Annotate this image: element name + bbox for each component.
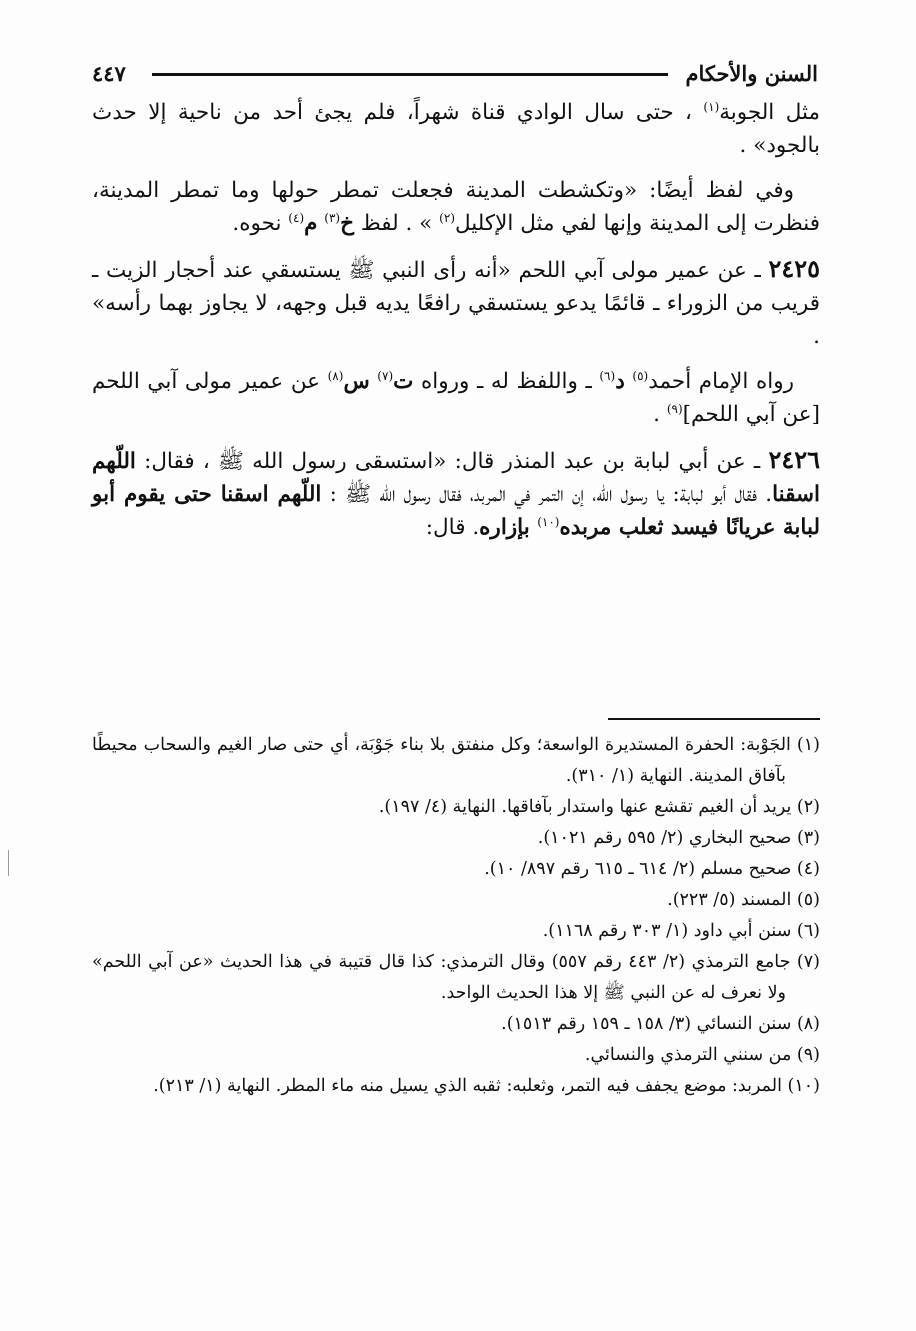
footnote-ref[interactable]: (٩) <box>666 401 683 416</box>
footnote-ref[interactable]: (٧) <box>377 368 394 383</box>
source-symbol: م <box>304 211 318 236</box>
text: نحوه. <box>232 211 289 236</box>
hadith-2426 <box>92 443 820 544</box>
hadith-2425 <box>92 252 820 353</box>
source-symbol: خ <box>340 211 354 236</box>
footnote-10: (١٠) المربد: موضع يجفف فيه التمر، وثعلبه: ثقبه الذي يسيل منه ماء المطر. النهاية (١/ ٢١٣). <box>153 1076 820 1096</box>
footnote-ref[interactable]: (٤) <box>288 210 305 225</box>
footnote-5: (٥) المسند (٥/ ٢٢٣). <box>667 890 820 910</box>
footnote-9: (٩) من سنني الترمذي والنسائي. <box>584 1045 820 1065</box>
text: ـ عن عمير مولى آبي اللحم «أنه رأى النبي ﷺ يستسقي عند أحجار الزيت ـ قريب من الزوراء ـ قائمًا يدعو يستسقي رافعًا يديه قبل وجهه، لا يجاوز بهما رأسه» . <box>92 258 820 349</box>
footnote-separator <box>608 718 820 720</box>
hadith-number: ٢٤٢٥ <box>768 254 820 283</box>
text: ، حتى سال الوادي قناة شهراً، فلم يجئ أحد من ناحية إلا حدث بالجود» . <box>92 100 820 158</box>
prophetic-saying: بإزاره <box>479 515 538 540</box>
footnote-ref[interactable]: (٨) <box>327 368 344 383</box>
paragraph-2 <box>92 174 820 240</box>
text: عن عمير مولى آبي اللحم [عن آبي اللحم] <box>92 369 820 427</box>
footnotes <box>92 730 820 1102</box>
paragraph-riwaya <box>92 365 820 431</box>
text: وفي لفظ أيضًا: «وتكشطت المدينة فجعلت تمطر حولها وما تمطر المدينة، فنظرت إلى المدينة وإنها لفي مثل الإكليل <box>92 178 820 236</box>
page-header <box>92 58 818 90</box>
footnote-ref[interactable]: (٥) <box>632 368 649 383</box>
text: ـ عن أبي لبابة بن عبد المنذر قال: «استسقى رسول الله ﷺ ، فقال: <box>135 449 769 474</box>
running-title: السنن والأحكام <box>685 61 818 86</box>
text: مثل الجوبة <box>719 100 820 125</box>
paragraph-1 <box>92 96 820 162</box>
footnote-ref[interactable]: (١) <box>703 99 720 114</box>
footnote-ref[interactable]: (١٠) <box>537 514 560 529</box>
footnote-7: (٧) جامع الترمذي (٢/ ٤٤٣ رقم ٥٥٧) وقال الترمذي: كذا قال قتيبة في هذا الحديث «عن آبي اللحم» ولا نعرف له عن النبي ﷺ إلا هذا الحديث الواحد. <box>92 952 820 1003</box>
footnote-3: (٣) صحيح البخاري (٢/ ٥٩٥ رقم ١٠٢١). <box>537 828 820 848</box>
text: . قال: <box>425 515 480 540</box>
text: . فقال أبو لبابة: يا رسول الله، إن التمر في المربد، فقال رسول الله ﷺ : <box>321 482 773 507</box>
source-symbol: د <box>615 369 625 394</box>
footnote-ref[interactable]: (٦) <box>599 368 616 383</box>
footnote-ref[interactable]: (٢) <box>439 210 455 225</box>
footnote-ref[interactable]: (٣) <box>324 210 341 225</box>
source-symbol: ت <box>393 369 414 394</box>
margin-mark <box>8 850 9 876</box>
prophetic-saying: اللّهم اسقنا <box>92 449 820 507</box>
source-symbol: س <box>343 369 370 394</box>
footnote-8: (٨) سنن النسائي (٣/ ١٥٨ ـ ١٥٩ رقم ١٥١٣). <box>501 1014 820 1034</box>
text: . <box>653 402 667 427</box>
page-number: ٤٤٧ <box>92 61 126 86</box>
text: رواه الإمام أحمد <box>648 369 795 394</box>
header-rule <box>152 73 668 76</box>
footnote-2: (٢) يريد أن الغيم تقشع عنها واستدار بآفاقها. النهاية (٤/ ١٩٧). <box>378 797 820 817</box>
text: ـ واللفظ له ـ ورواه <box>413 369 600 394</box>
footnote-1: (١) الجَوْبة: الحفرة المستديرة الواسعة؛ وكل منفتق بلا بناء جَوْبَة، أي حتى صار الغيم والسحاب محيطًا بآفاق المدينة. النهاية (١/ ٣١٠). <box>92 735 820 786</box>
hadith-number: ٢٤٢٦ <box>768 445 820 474</box>
main-text <box>92 96 820 556</box>
footnote-4: (٤) صحيح مسلم (٢/ ٦١٤ ـ ٦١٥ رقم ٨٩٧/ ١٠). <box>484 859 820 879</box>
footnote-6: (٦) سنن أبي داود (١/ ٣٠٣ رقم ١١٦٨). <box>542 921 820 941</box>
text: » . لفظ <box>354 211 440 236</box>
prophetic-saying: اللّهم اسقنا حتى يقوم أبو لبابة عريانًا فيسد ثعلب مربده <box>92 482 820 540</box>
